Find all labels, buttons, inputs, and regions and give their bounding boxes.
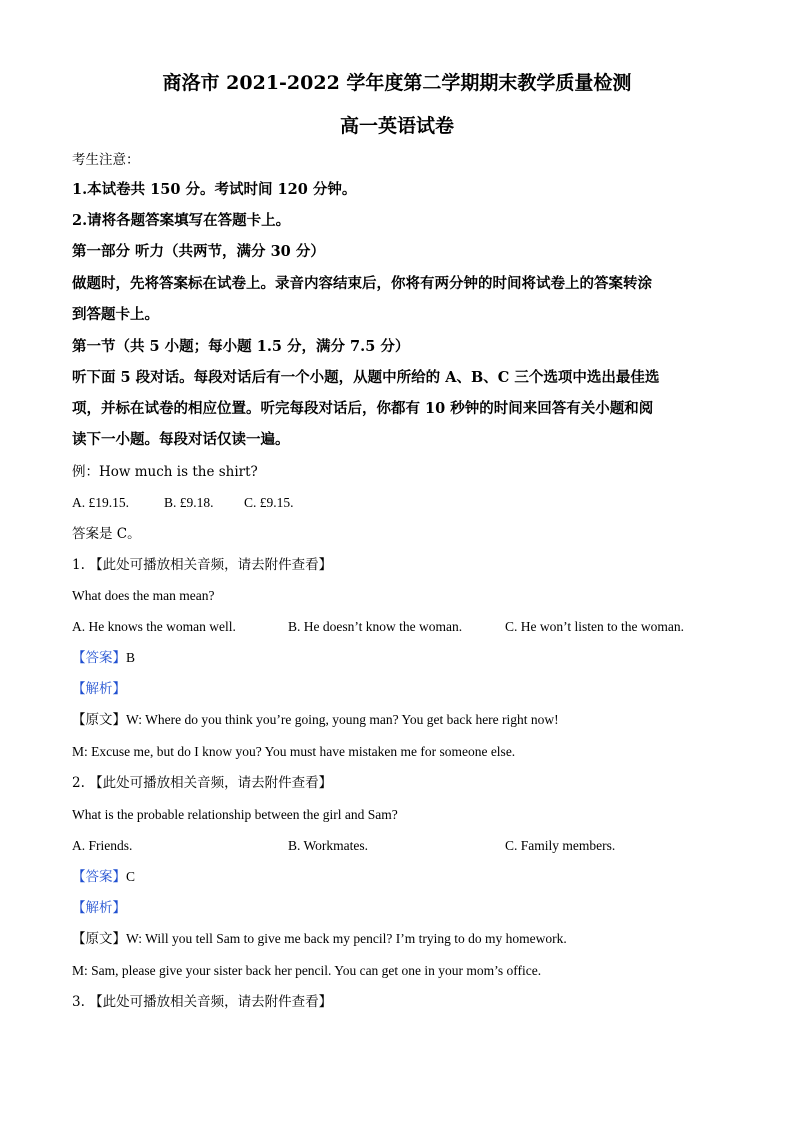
answer-value: C bbox=[126, 869, 136, 884]
question-1-answer bbox=[72, 648, 135, 668]
part1-instruction-line-2: 到答题卡上。 bbox=[72, 306, 159, 323]
question-1-text: What does the man mean? bbox=[72, 588, 215, 603]
question-2-number: 2. 【此处可播放相关音频，请去附件查看】 bbox=[72, 775, 333, 791]
question-2-option-a: A. Friends. bbox=[72, 838, 133, 853]
part1-heading: 第一部分 听力（共两节，满分 30 分） bbox=[72, 243, 325, 260]
question-1-transcript-line-2: M: Excuse me, but do I know you? You must have mistaken me for someone else. bbox=[72, 744, 516, 759]
question-2-transcript-line-1 bbox=[72, 929, 567, 949]
question-1-analysis-label: 【解析】 bbox=[72, 681, 126, 697]
example-option-c: C. £9.15. bbox=[244, 495, 294, 510]
transcript-label: 【原文】 bbox=[72, 712, 126, 728]
question-2-text: What is the probable relationship between the girl and Sam? bbox=[72, 807, 398, 822]
answer-value: B bbox=[126, 650, 136, 665]
example-option-b: B. £9.18. bbox=[164, 495, 214, 510]
question-1-transcript-line-1 bbox=[72, 710, 559, 730]
notice-label: 考生注意： bbox=[72, 152, 140, 168]
example-answer: 答案是 C。 bbox=[72, 526, 141, 542]
exam-title: 商洛市 2021-2022 学年度第二学期期末教学质量检测 bbox=[162, 72, 632, 94]
question-2-analysis-label: 【解析】 bbox=[72, 900, 126, 916]
answer-label: 【答案】 bbox=[72, 869, 126, 885]
question-1-option-b: B. He doesn’t know the woman. bbox=[288, 619, 463, 634]
notice-item-1: 1.本试卷共 150 分。考试时间 120 分钟。 bbox=[72, 181, 357, 198]
exam-subtitle: 高一英语试卷 bbox=[339, 115, 454, 137]
question-2-option-c: C. Family members. bbox=[505, 838, 616, 853]
part1-instruction-line-1: 做题时，先将答案标在试卷上。录音内容结束后，你将有两分钟的时间将试卷上的答案转涂 bbox=[72, 275, 652, 292]
section1-instruction-line-2: 项，并标在试卷的相应位置。听完每段对话后，你都有 10 秒钟的时间来回答有关小题和阅 bbox=[72, 400, 654, 417]
example-option-a: A. £19.15. bbox=[72, 495, 129, 510]
question-3-number: 3. 【此处可播放相关音频，请去附件查看】 bbox=[72, 994, 333, 1010]
answer-label: 【答案】 bbox=[72, 650, 126, 666]
question-1-option-c: C. He won’t listen to the woman. bbox=[505, 619, 684, 634]
question-2-transcript-line-2: M: Sam, please give your sister back her pencil. You can get one in your mom’s office. bbox=[72, 963, 542, 978]
transcript-text: W: Will you tell Sam to give me back my pencil? I’m trying to do my homework. bbox=[126, 931, 567, 946]
transcript-label: 【原文】 bbox=[72, 931, 126, 947]
section1-heading: 第一节（共 5 小题；每小题 1.5 分，满分 7.5 分） bbox=[72, 338, 410, 355]
transcript-text: W: Where do you think you’re going, young man? You get back here right now! bbox=[126, 712, 559, 727]
question-1-option-a: A. He knows the woman well. bbox=[72, 619, 236, 634]
example-question: 例：How much is the shirt? bbox=[72, 464, 258, 480]
question-1-number: 1. 【此处可播放相关音频，请去附件查看】 bbox=[72, 557, 333, 573]
section1-instruction-line-1: 听下面 5 段对话。每段对话后有一个小题，从题中所给的 A、B、C 三个选项中选出最佳选 bbox=[72, 369, 660, 386]
question-2-answer bbox=[72, 867, 135, 887]
question-2-option-b: B. Workmates. bbox=[288, 838, 369, 853]
section1-instruction-line-3: 读下一小题。每段对话仅读一遍。 bbox=[72, 431, 290, 448]
notice-item-2: 2.请将各题答案填写在答题卡上。 bbox=[72, 212, 291, 229]
